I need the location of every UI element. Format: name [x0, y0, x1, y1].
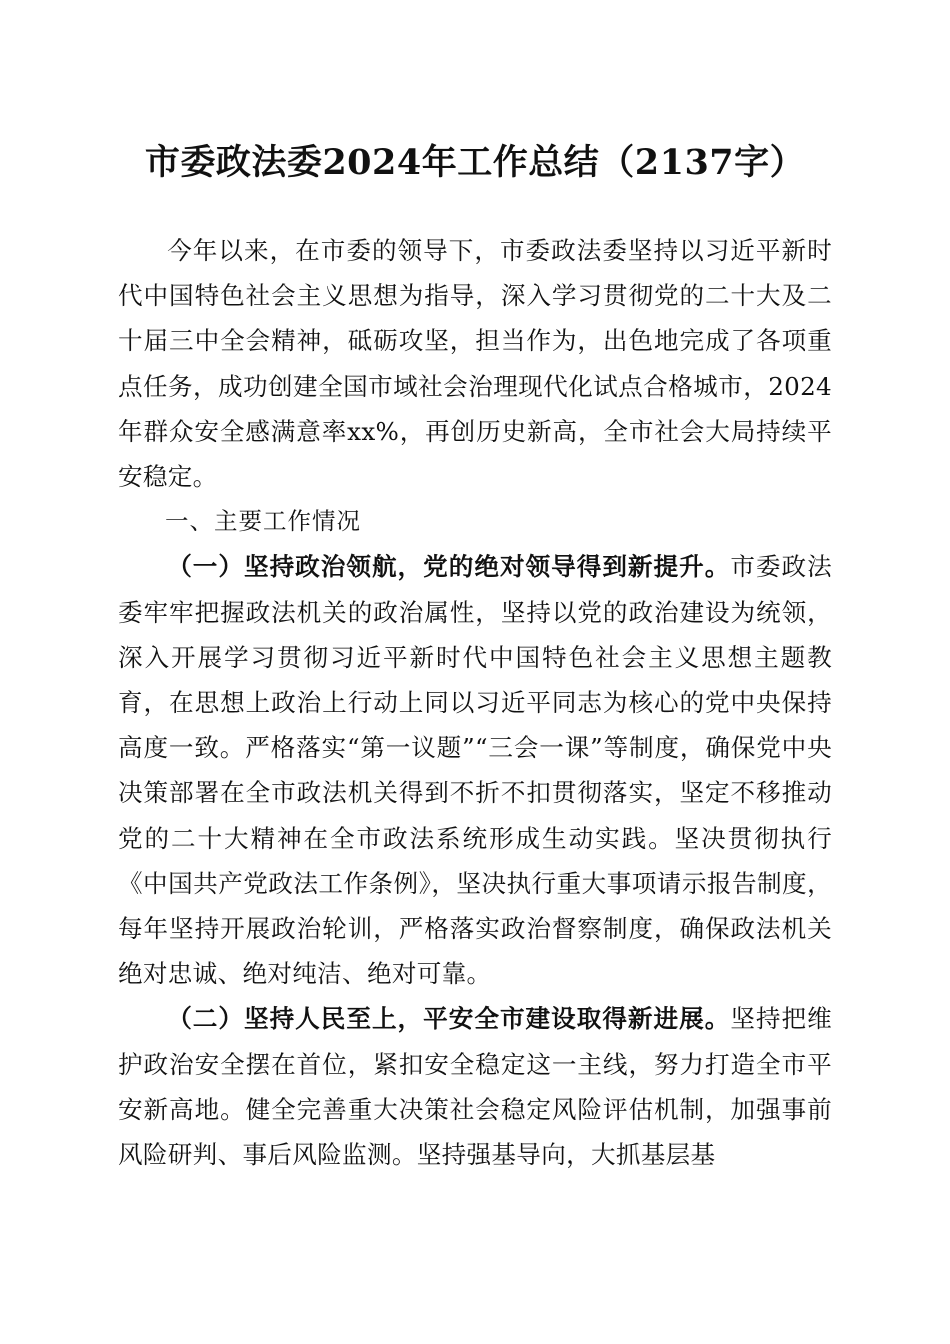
document-title: 市委政法委2024年工作总结（2137字） [144, 142, 806, 183]
section-heading-main-work: 一、主要工作情况 [165, 507, 361, 536]
intro-paragraph: 今年以来，在市委的领导下，市委政法委坚持以习近平新时代中国特色社会主义思想为指导，深入学习贯彻党的二十大及二十届三中全会精神，砥砺攻坚，担当作为，出色地完成了各项重点任务，成功创建全国市域社会治理现代化试点合格城市，2024年群众安全感满意率xx%，再创历史新高，全市社会大局持续平安稳定。 [118, 236, 832, 492]
item-1-heading: （一）坚持政治领航，党的绝对领导得到新提升。 [167, 552, 731, 582]
item-1-body: 市委政法委牢牢把握政法机关的政治属性，坚持以党的政治建设为统领，深入开展学习贯彻习近平新时代中国特色社会主义思想主题教育，在思想上政治上行动上同以习近平同志为核心的党中央保持高度一致。严格落实“第一议题”“三会一课”等制度，确保党中央决策部署在全市政法机关得到不折不扣贯彻落实，坚定不移推动党的二十大精神在全市政法系统形成生动实践。坚决贯彻执行《中国共产党政法工作条例》，坚决执行重大事项请示报告制度，每年坚持开展政治轮训，严格落实政治督察制度，确保政法机关绝对忠诚、绝对纯洁、绝对可靠。 [118, 552, 832, 989]
paragraph-item-1 [118, 544, 832, 996]
document-body [118, 228, 832, 1177]
item-2-body: 坚持把维护政治安全摆在首位，紧扣安全稳定这一主线，努力打造全市平安新高地。健全完善重大决策社会稳定风险评估机制，加强事前风险研判、事后风险监测。坚持强基导向，大抓基层基 [118, 1004, 832, 1170]
paragraph-item-2 [118, 996, 832, 1177]
item-2-heading: （二）坚持人民至上，平安全市建设取得新进展。 [167, 1004, 731, 1034]
